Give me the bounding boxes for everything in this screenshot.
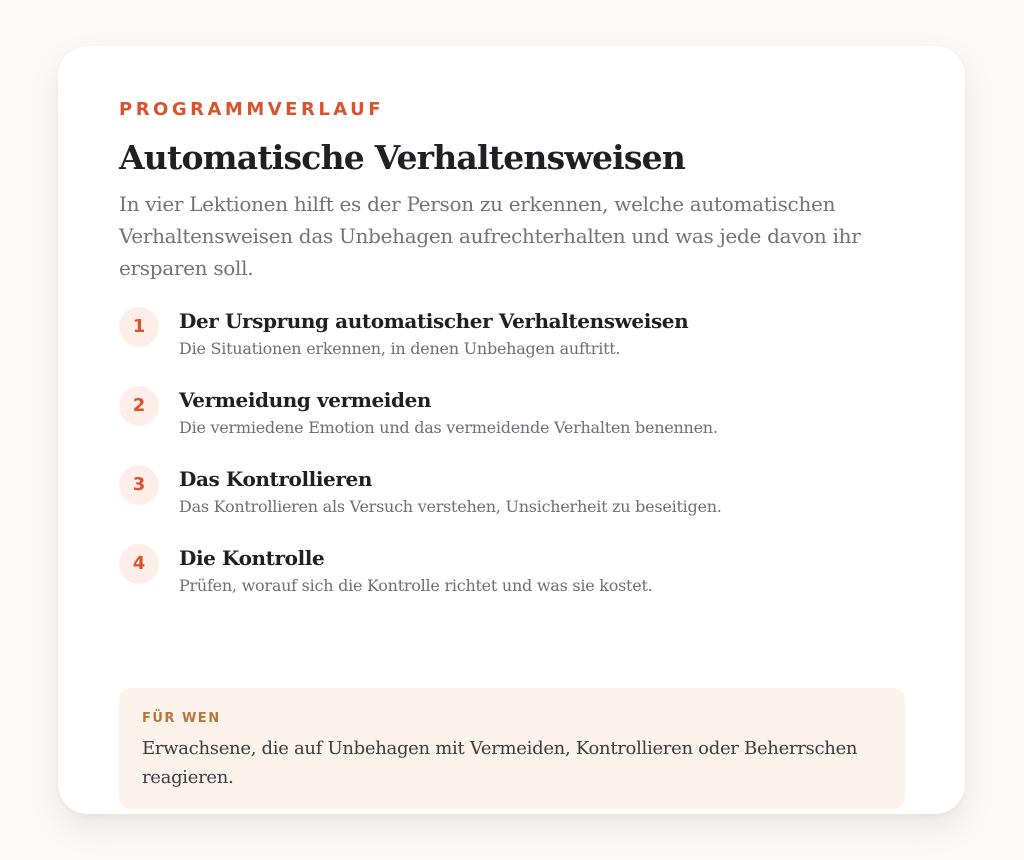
lesson-number-badge: 1 [119, 307, 159, 347]
lesson-description: Die Situationen erkennen, in denen Unbehagen auftritt. [179, 339, 621, 358]
section-eyebrow: PROGRAMMVERLAUF [119, 99, 385, 120]
intro-text: In vier Lektionen hilft es der Person zu erkennen, welche automatischen Verhaltensweisen das Unbehagen aufrechterhalten und was jede davon ihr ersparen soll. [119, 192, 861, 280]
lesson-description: Das Kontrollieren als Versuch verstehen, Unsicherheit zu beseitigen. [179, 497, 722, 516]
lesson-number-badge: 2 [119, 386, 159, 426]
lesson-item-1 [119, 307, 909, 386]
lesson-number-badge: 3 [119, 465, 159, 505]
audience-box [119, 688, 905, 809]
lesson-title: Vermeidung vermeiden [179, 388, 432, 412]
lesson-item-4 [119, 544, 909, 623]
audience-label: FÜR WEN [142, 711, 221, 726]
lesson-item-2 [119, 386, 909, 465]
page-title: Automatische Verhaltensweisen [119, 138, 686, 177]
program-card [58, 46, 965, 814]
lesson-title: Das Kontrollieren [179, 467, 372, 491]
lesson-description: Prüfen, worauf sich die Kontrolle richtet und was sie kostet. [179, 576, 653, 595]
lesson-item-3 [119, 465, 909, 544]
lesson-list [119, 307, 909, 623]
lesson-description: Die vermiedene Emotion und das vermeidende Verhalten benennen. [179, 418, 718, 437]
card-content [119, 98, 909, 788]
lesson-title: Der Ursprung automatischer Verhaltensweisen [179, 309, 689, 333]
lesson-title: Die Kontrolle [179, 546, 325, 570]
audience-text: Erwachsene, die auf Unbehagen mit Vermeiden, Kontrollieren oder Beherrschen reagieren. [142, 738, 858, 788]
lesson-number-badge: 4 [119, 544, 159, 584]
